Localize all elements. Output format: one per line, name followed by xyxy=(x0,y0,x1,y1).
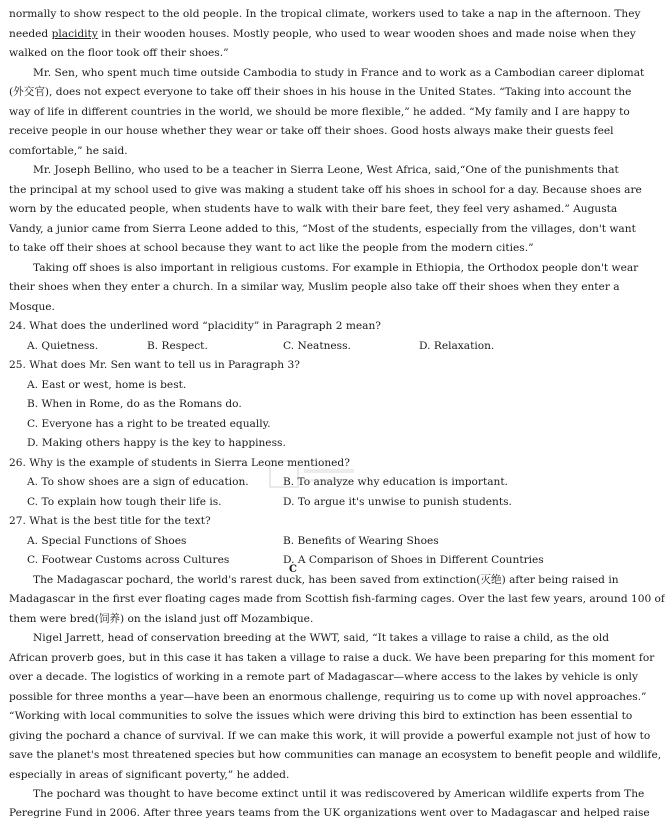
paragraph-line: over a decade. The logistics of working in a remote part of Madagascar—where access to the lakes by vehicle is only xyxy=(9,671,638,683)
paragraph-line: the principal at my school used to give was making a student take off his shoes in school for a day. Because shoes are xyxy=(9,184,642,196)
paragraph-line: save the planet's most threatened species but how communities can manage an ecosystem to benefit people and wildlife, xyxy=(9,749,662,761)
answer-option[interactable]: D. Making others happy is the key to happiness. xyxy=(27,437,286,449)
answer-option[interactable]: B. Respect. xyxy=(147,340,208,352)
question-stem: 25. What does Mr. Sen want to tell us in Paragraph 3? xyxy=(9,359,300,371)
paragraph-line: possible for three months a year—have been an enormous challenge, requiring us to come up with novel approaches.” xyxy=(9,691,647,703)
answer-option[interactable]: A. Special Functions of Shoes xyxy=(27,535,187,547)
answer-option[interactable]: B. To analyze why education is important. xyxy=(283,476,509,488)
underlined-word: placidity xyxy=(51,28,98,40)
paragraph-line: The pochard was thought to have become extinct until it was rediscovered by American wildlife experts from The xyxy=(33,788,645,800)
paragraph-line: normally to show respect to the old people. In the tropical climate, workers used to take a nap in the afternoon. They xyxy=(9,8,641,20)
question-stem: 24. What does the underlined word “placidity” in Paragraph 2 mean? xyxy=(9,320,381,332)
paragraph-line: Vandy, a junior came from Sierra Leone added to this, “Most of the students, especially from the villages, don't want xyxy=(9,223,636,235)
paragraph-line xyxy=(9,27,636,41)
answer-option[interactable]: C. Neatness. xyxy=(283,340,351,352)
answer-option[interactable]: C. To explain how tough their life is. xyxy=(27,496,222,508)
answer-option[interactable]: A. To show shoes are a sign of education. xyxy=(27,476,249,488)
paragraph-line: (外交官), does not expect everyone to take off their shoes in his house in the United States. “Taking into account the xyxy=(9,86,632,98)
paragraph-line: The Madagascar pochard, the world's rarest duck, has been saved from extinction(灭绝) after being raised in xyxy=(33,574,619,586)
paragraph-line: Madagascar in the first ever floating cages made from Scottish fish-farming cages. Over the last few years, around 100 of xyxy=(9,593,665,605)
answer-option[interactable]: D. Relaxation. xyxy=(419,340,495,352)
paragraph-line: to take off their shoes at school because they want to act like the people from the modern cities.” xyxy=(9,242,534,254)
answer-option[interactable]: A. Quietness. xyxy=(27,340,99,352)
paragraph-line: “Working with local communities to solve the issues which were driving this bird to extinction has been essential to xyxy=(9,710,633,722)
question-stem: 27. What is the best title for the text? xyxy=(9,515,211,527)
paragraph-line: Peregrine Fund in 2006. After three years teams from the UK organizations went over to Madagascar and helped raise xyxy=(9,807,650,819)
paragraph-line: Nigel Jarrett, head of conservation breeding at the WWT, said, “It takes a village to raise a child, as the old xyxy=(33,632,609,644)
paragraph-line: worn by the educated people, when students have to walk with their bare feet, they feel very ashamed.” Augusta xyxy=(9,203,618,215)
paragraph-line: Mr. Joseph Bellino, who used to be a teacher in Sierra Leone, West Africa, said,“One of the punishments that xyxy=(33,164,619,176)
answer-option[interactable]: D. A Comparison of Shoes in Different Countries xyxy=(283,554,544,566)
word: needed xyxy=(9,28,49,40)
question-stem: 26. Why is the example of students in Sierra Leone mentioned? xyxy=(9,457,350,469)
paragraph-line: walked on the floor took off their shoes.” xyxy=(9,47,229,59)
paragraph-line: receive people in our house whether they wear or take off their shoes. Good hosts always make their guests feel xyxy=(9,125,614,137)
paragraph-line: them were bred(饲养) on the island just off Mozambique. xyxy=(9,613,314,625)
word: in their wooden houses. Mostly people, who used to wear wooden shoes and made noise when they xyxy=(101,28,636,40)
watermark-logo xyxy=(268,455,358,495)
answer-option[interactable]: A. East or west, home is best. xyxy=(27,379,187,391)
paragraph-line: way of life in different countries in the world, we should be more flexible,” he added. “My family and I are happy to xyxy=(9,106,630,118)
paragraph-line: especially in areas of significant poverty,” he added. xyxy=(9,769,290,781)
answer-option[interactable]: C. Everyone has a right to be treated equally. xyxy=(27,418,271,430)
paragraph-line: comfortable,” he said. xyxy=(9,145,128,157)
paragraph-line: Mosque. xyxy=(9,301,55,313)
answer-option[interactable]: B. When in Rome, do as the Romans do. xyxy=(27,398,242,410)
answer-option[interactable]: C. Footwear Customs across Cultures xyxy=(27,554,230,566)
answer-option[interactable]: D. To argue it's unwise to punish students. xyxy=(283,496,512,508)
paragraph-line: African proverb goes, but in this case it has taken a village to raise a duck. We have been preparing for this moment for xyxy=(9,652,655,664)
paragraph-line: Mr. Sen, who spent much time outside Cambodia to study in France and to work as a Cambodian career diplomat xyxy=(33,67,645,79)
paragraph-line: giving the pochard a chance of survival. If we can make this work, it will provide a powerful example not just of how to xyxy=(9,730,651,742)
paragraph-line: Taking off shoes is also important in religious customs. For example in Ethiopia, the Orthodox people don't wear xyxy=(33,262,639,274)
section-marker: C xyxy=(289,564,297,575)
paragraph-line: their shoes when they enter a church. In a similar way, Muslim people also take off their shoes when they enter a xyxy=(9,281,620,293)
answer-option[interactable]: B. Benefits of Wearing Shoes xyxy=(283,535,439,547)
